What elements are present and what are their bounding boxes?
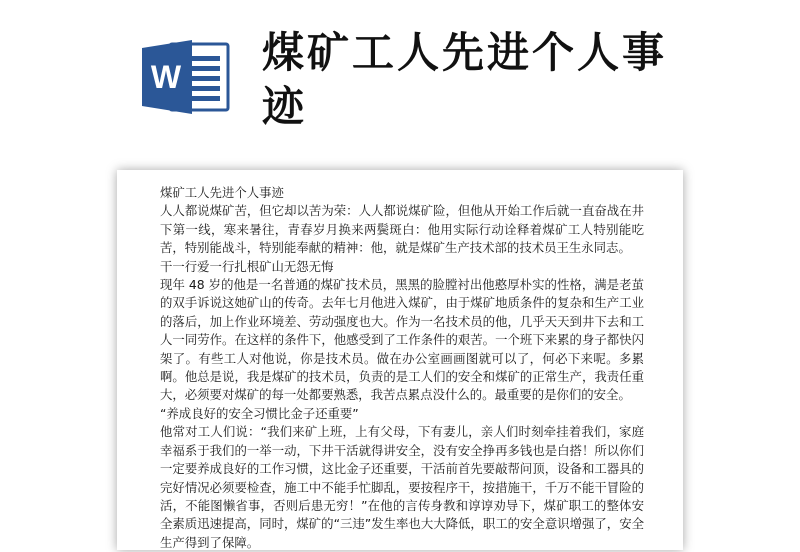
document-body <box>160 184 644 552</box>
document-heading: 煤矿工人先进个人事迹 <box>160 185 284 200</box>
paragraph-story: 现年 48 岁的他是一名普通的煤矿技术员，黑黑的脸膛衬出他憨厚朴实的性格，满是老茧的双手诉说这她矿山的传奇。去年七月他进入煤矿，由于煤矿地质条件的复杂和生产工业的落后，加上作业环境差、劳动强度也大。作为一名技术员的他，几乎天天到井下去和工人一同劳作。在这样的条件下，他感受到了工作条件的艰苦。一个班下来累的身子都快闪架了。有些工人对他说，你是技术员。做在办公室画画图就可以了，何必下来呢。多累啊。他总是说，我是煤矿的技术员，负责的是工人们的安全和煤矿的正常生产，我责任重大，必须要对煤矿的每一处都要熟悉，我苦点累点没什么的。最重要的是你们的安全。 <box>160 277 644 403</box>
page-title: 煤矿工人先进个人事迹 <box>262 28 668 131</box>
section-heading-1: 干一行爱一行扎根矿山无怨无悔 <box>160 258 334 274</box>
document-page <box>117 170 683 550</box>
word-document-icon <box>140 36 232 116</box>
section-heading-2: “养成良好的安全习惯比金子还重要” <box>160 405 359 421</box>
header <box>0 0 800 160</box>
paragraph-safety: 他常对工人们说：“我们来矿上班，上有父母，下有妻儿，亲人们时刻牵挂着我们，家庭幸福系于我们的一举一动，下井干活就得讲安全，没有安全挣再多钱也是白搭！所以你们一定要养成良好的工作习惯，这比金子还重要，干活前首先要敲帮问顶，设备和工器具的完好情况必须要检查，施工中不能手忙脚乱，要按程序干，按措施干，千万不能干冒险的活，不能图懒省事，否则后患无穷！”在他的言传身教和谆谆劝导下，煤矿职工的整体安全素质迅速提高，同时，煤矿的“三违”发生率也大大降低，职工的安全意识增强了，安全生产得到了保障。 <box>160 424 644 550</box>
paragraph-intro: 人人都说煤矿苦，但它却以苦为荣：人人都说煤矿险，但他从开始工作后就一直奋战在井下第一线，寒来暑往，青春岁月换来两鬓斑白：他用实际行动诠释着煤矿工人特别能吃苦，特别能战斗，特别能奉献的精神：他，就是煤矿生产技术部的技术员王生永同志。 <box>160 203 644 256</box>
svg-text:W: W <box>150 59 182 95</box>
